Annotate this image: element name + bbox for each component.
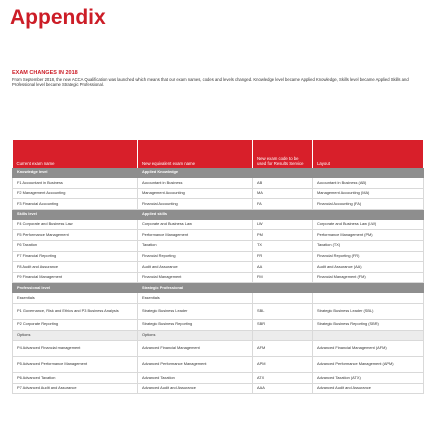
exam-code-cell: AFM [253, 341, 313, 357]
exam-changes-table [12, 140, 424, 394]
table-row [13, 383, 424, 394]
current-exam-cell: Skills level [13, 209, 138, 219]
layout-cell: Advanced Financial Management (AFM) [313, 341, 424, 357]
current-exam-cell: F3 Financial Accounting [13, 199, 138, 210]
table-row [13, 319, 424, 330]
layout-cell: Advanced Taxation (ATX) [313, 373, 424, 384]
exam-code-cell: SBL [253, 303, 313, 319]
new-exam-cell: Strategic Business Leader [138, 303, 253, 319]
layout-cell [313, 330, 424, 341]
new-exam-cell: Applied skills [138, 209, 253, 219]
table-row [13, 240, 424, 251]
table-header [13, 140, 424, 168]
new-exam-cell: Strategic Professional [138, 283, 253, 293]
exam-code-cell [253, 209, 313, 219]
exam-code-cell [253, 283, 313, 293]
new-exam-cell: Financial Accounting [138, 199, 253, 210]
new-exam-cell: Advanced Taxation [138, 373, 253, 384]
header-layout: Layout [313, 140, 424, 168]
level-header-row [13, 283, 424, 293]
exam-code-cell [253, 168, 313, 178]
table-row [13, 219, 424, 230]
layout-cell: Corporate and Business Law (LW) [313, 219, 424, 230]
exam-code-cell: FA [253, 199, 313, 210]
current-exam-cell: Essentials [13, 293, 138, 304]
exam-code-cell: AB [253, 178, 313, 189]
exam-code-cell: ATX [253, 373, 313, 384]
exam-code-cell: AA [253, 262, 313, 273]
current-exam-cell: F4 Corporate and Business Law [13, 219, 138, 230]
exam-code-cell: TX [253, 240, 313, 251]
new-exam-cell: Audit and Assurance [138, 262, 253, 273]
table-row [13, 341, 424, 357]
current-exam-cell: F6 Taxation [13, 240, 138, 251]
exam-code-cell: FM [253, 272, 313, 283]
new-exam-cell: Financial Management [138, 272, 253, 283]
new-exam-cell: Taxation [138, 240, 253, 251]
table-row [13, 373, 424, 384]
layout-cell [313, 293, 424, 304]
header-new-equivalent-exam-name: New equivalent exam name [138, 140, 253, 168]
layout-cell: Taxation (TX) [313, 240, 424, 251]
exam-code-cell: APM [253, 357, 313, 373]
exam-code-cell: AAA [253, 383, 313, 394]
new-exam-cell: Advanced Performance Management [138, 357, 253, 373]
table-row [13, 199, 424, 210]
exam-code-cell [253, 330, 313, 341]
layout-cell: Strategic Business Reporting (SBR) [313, 319, 424, 330]
table-body [13, 168, 424, 394]
current-exam-cell: F2 Management Accounting [13, 188, 138, 199]
layout-cell [313, 168, 424, 178]
current-exam-cell: P2 Corporate Reporting [13, 319, 138, 330]
layout-cell: Strategic Business Leader (SBL) [313, 303, 424, 319]
layout-cell: Audit and Assurance (AA) [313, 262, 424, 273]
layout-cell [313, 209, 424, 219]
new-exam-cell: Applied Knowledge [138, 168, 253, 178]
exam-code-cell: PM [253, 230, 313, 241]
table-row [13, 330, 424, 341]
layout-cell: Management Accounting (MA) [313, 188, 424, 199]
section-title: EXAM CHANGES IN 2018 [12, 70, 78, 76]
current-exam-cell: F5 Performance Management [13, 230, 138, 241]
new-exam-cell: Management Accounting [138, 188, 253, 199]
new-exam-cell: Performance Management [138, 230, 253, 241]
current-exam-cell: Knowledge level [13, 168, 138, 178]
layout-cell: Financial Management (FM) [313, 272, 424, 283]
current-exam-cell: F8 Audit and Assurance [13, 262, 138, 273]
level-header-row [13, 209, 424, 219]
layout-cell [313, 283, 424, 293]
new-exam-cell: Strategic Business Reporting [138, 319, 253, 330]
header-row [13, 140, 424, 168]
current-exam-cell: Professional level [13, 283, 138, 293]
new-exam-cell: Accountant in Business [138, 178, 253, 189]
table-row [13, 303, 424, 319]
exam-code-cell: SBR [253, 319, 313, 330]
layout-cell: Advanced Performance Management (APM) [313, 357, 424, 373]
page-title: Appendix [10, 6, 106, 29]
new-exam-cell: Essentials [138, 293, 253, 304]
table-row [13, 188, 424, 199]
level-header-row [13, 168, 424, 178]
table-row [13, 357, 424, 373]
intro-paragraph: From September 2018, the new ACCA Qualification was launched which means that our exam names, codes and levels changed. Knowledge level became Applied Knowledge, Skills level became Applied Skills and Professional level became Strategic Professional. [12, 77, 409, 88]
exam-code-cell: LW [253, 219, 313, 230]
current-exam-cell: Options [13, 330, 138, 341]
current-exam-cell: F9 Financial Management [13, 272, 138, 283]
layout-cell: Accountant in Business (AB) [313, 178, 424, 189]
exam-code-cell: FR [253, 251, 313, 262]
header-current-exam-name: Current exam name [13, 140, 138, 168]
new-exam-cell: Advanced Audit and Assurance [138, 383, 253, 394]
current-exam-cell: F7 Financial Reporting [13, 251, 138, 262]
current-exam-cell: P6 Advanced Taxation [13, 373, 138, 384]
table-row [13, 178, 424, 189]
current-exam-cell: P7 Advanced Audit and Assurance [13, 383, 138, 394]
header-new-exam-code: New exam code to be used for Results Service [253, 140, 313, 168]
table-row [13, 293, 424, 304]
layout-cell: Advanced Audit and Assurance [313, 383, 424, 394]
current-exam-cell: F1 Accountant in Business [13, 178, 138, 189]
table-row [13, 272, 424, 283]
exam-code-cell: MA [253, 188, 313, 199]
table-row [13, 230, 424, 241]
layout-cell: Financial Reporting (FR) [313, 251, 424, 262]
current-exam-cell: P4 Advanced Financial management [13, 341, 138, 357]
exam-code-cell [253, 293, 313, 304]
new-exam-cell: Options [138, 330, 253, 341]
new-exam-cell: Financial Reporting [138, 251, 253, 262]
table-row [13, 251, 424, 262]
new-exam-cell: Corporate and Business Law [138, 219, 253, 230]
table-row [13, 262, 424, 273]
new-exam-cell: Advanced Financial Management [138, 341, 253, 357]
current-exam-cell: P1 Governance, Risk and Ethics and P3 Business Analysis [13, 303, 138, 319]
layout-cell: Performance Management (PM) [313, 230, 424, 241]
current-exam-cell: P5 Advanced Performance Management [13, 357, 138, 373]
layout-cell: Financial Accounting (FA) [313, 199, 424, 210]
